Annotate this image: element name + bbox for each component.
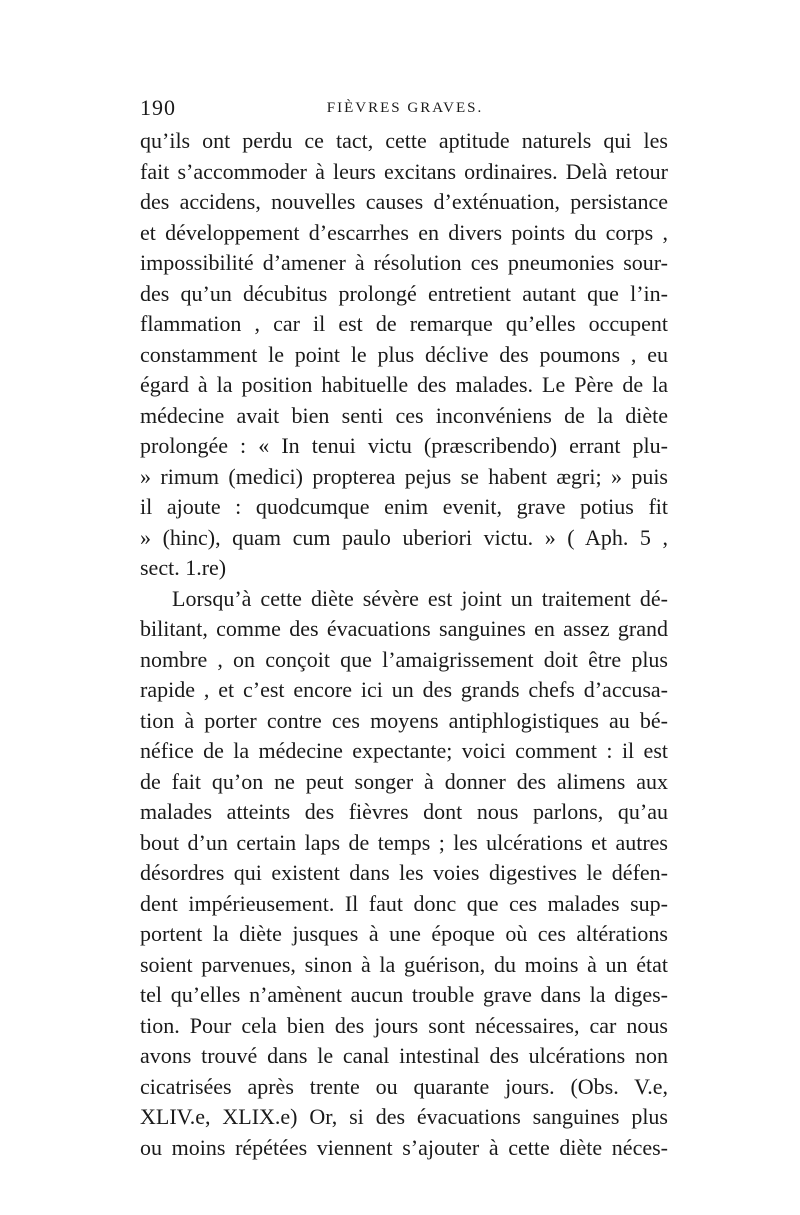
text-line: bout d’un certain laps de temps ; les ulcérations et autres xyxy=(140,829,668,855)
text-line: égard à la position habituelle des malades. Le Père de la xyxy=(140,372,668,397)
page-number: 190 xyxy=(140,95,176,120)
body-text xyxy=(140,126,668,1163)
text-line: tion à porter contre ces moyens antiphlogistiques au bé- xyxy=(140,707,668,733)
text-line: dent impérieusement. Il faut donc que ces malades sup- xyxy=(140,890,668,916)
text-line: bilitant, comme des évacuations sanguines en assez grand xyxy=(140,616,668,641)
text-line: ou moins répétées viennent s’ajouter à cette diète néces- xyxy=(140,1134,668,1160)
text-line: néfice de la médecine expectante; voici comment : il est xyxy=(140,738,668,763)
text-line: désordres qui existent dans les voies digestives le défen- xyxy=(140,860,668,885)
running-head xyxy=(140,95,670,123)
text-line: tel qu’elles n’amènent aucun trouble grave dans la diges- xyxy=(140,982,668,1007)
text-line: impossibilité d’amener à résolution ces pneumonies sour- xyxy=(140,250,668,275)
text-line: soient parvenues, sinon à la guérison, du moins à un état xyxy=(140,951,668,977)
text-line: des qu’un décubitus prolongé entretient autant que l’in- xyxy=(140,280,668,306)
text-line: fait s’accommoder à leurs excitans ordinaires. Delà retour xyxy=(140,158,668,184)
text-line: Lorsqu’à cette diète sévère est joint un traitement dé- xyxy=(172,585,668,611)
running-title: FIÈVRES GRAVES. xyxy=(326,100,484,116)
text-line: portent la diète jusques à une époque où ces altérations xyxy=(140,921,668,946)
text-line: nombre , on conçoit que l’amaigrissement doit être plus xyxy=(140,646,668,672)
text-line: tion. Pour cela bien des jours sont nécessaires, car nous xyxy=(140,1012,668,1038)
text-line: flammation , car il est de remarque qu’elles occupent xyxy=(140,311,668,336)
text-line: sect. 1.re) xyxy=(140,555,227,580)
text-line: » rimum (medici) propterea pejus se habent ægri; » puis xyxy=(140,463,668,489)
text-line: cicatrisées après trente ou quarante jours. (Obs. V.e, xyxy=(140,1073,668,1099)
text-line: XLIV.e, XLIX.e) Or, si des évacuations sanguines plus xyxy=(140,1104,668,1129)
text-line: et développement d’escarrhes en divers points du corps , xyxy=(140,219,668,245)
text-line: médecine avait bien senti ces inconvéniens de la diète xyxy=(140,402,668,428)
text-line: avons trouvé dans le canal intestinal des ulcérations non xyxy=(140,1043,668,1068)
text-line: de fait qu’on ne peut songer à donner des alimens aux xyxy=(140,768,668,794)
text-line: qu’ils ont perdu ce tact, cette aptitude naturels qui les xyxy=(140,128,668,153)
text-line: des accidens, nouvelles causes d’exténuation, persistance xyxy=(140,189,668,214)
text-line: malades atteints des fièvres dont nous parlons, qu’au xyxy=(140,799,668,824)
text-line: rapide , et c’est encore ici un des grands chefs d’accusa- xyxy=(140,677,668,702)
text-line: constamment le point le plus déclive des poumons , eu xyxy=(140,341,668,367)
text-line: il ajoute : quodcumque enim evenit, grave potius fit xyxy=(140,494,668,519)
text-line: prolongée : « In tenui victu (præscribendo) errant plu- xyxy=(140,433,668,458)
text-line: » (hinc), quam cum paulo uberiori victu. » ( Aph. 5 , xyxy=(140,524,668,550)
